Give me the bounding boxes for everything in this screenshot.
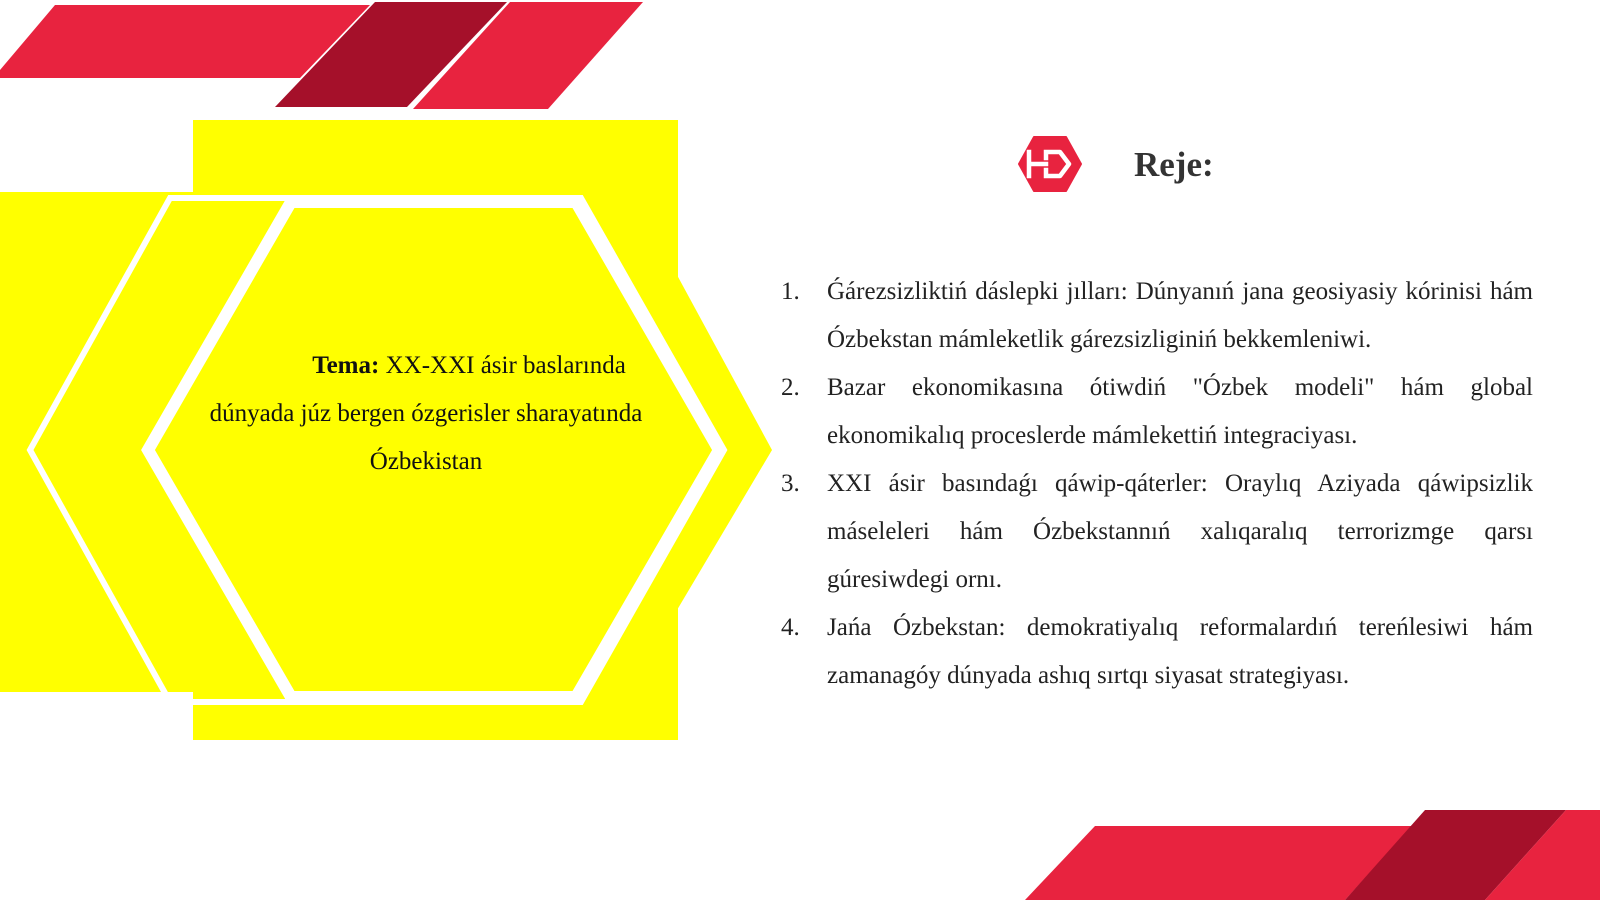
plan-item-4 bbox=[781, 604, 1533, 700]
bottom-red-band bbox=[1025, 826, 1412, 900]
plan-item-number: 1. bbox=[781, 278, 800, 305]
hexagon-logo-icon bbox=[1018, 135, 1082, 193]
plan-item-text: XXI ásir basındaǵı qáwip-qáterler: Oraylıq Aziyada qáwipsizlik máseleleri hám Ózbekstannıń xalıqaralıq terrorizmge qarsı gúresiwdegi ornı. bbox=[827, 470, 1533, 593]
plan-item-number: 4. bbox=[781, 614, 800, 641]
plan-list bbox=[781, 268, 1533, 700]
plan-item-3 bbox=[781, 460, 1533, 604]
topic-label: Tema: bbox=[312, 352, 380, 379]
topic-text bbox=[193, 342, 659, 486]
plan-item-2 bbox=[781, 364, 1533, 460]
plan-item-1 bbox=[781, 268, 1533, 364]
topic-body: XX-XXI ásir baslarında dúnyada júz bergen ózgerisler sharayatında Ózbekistan bbox=[209, 352, 643, 475]
plan-item-text: Bazar ekonomikasına ótiwdiń "Ózbek modeli" hám global ekonomikalıq proceslerde mámlekettiń integraciyası. bbox=[827, 374, 1533, 449]
plan-item-text: Ǵárezsizliktiń dáslepki jılları: Dúnyanıń jana geosiyasiy kórinisi hám Ózbekstan mámleketlik gárezsizliginiń bekkemleniwi. bbox=[827, 278, 1533, 353]
plan-item-number: 3. bbox=[781, 470, 800, 497]
plan-item-text: Jańa Ózbekstan: demokratiyalıq reformalardıń tereńlesiwi hám zamanagóy dúnyada ashıq sırtqı siyasat strategiyası. bbox=[827, 614, 1533, 689]
plan-title: Reje: bbox=[1134, 145, 1214, 184]
plan-item-number: 2. bbox=[781, 374, 800, 401]
